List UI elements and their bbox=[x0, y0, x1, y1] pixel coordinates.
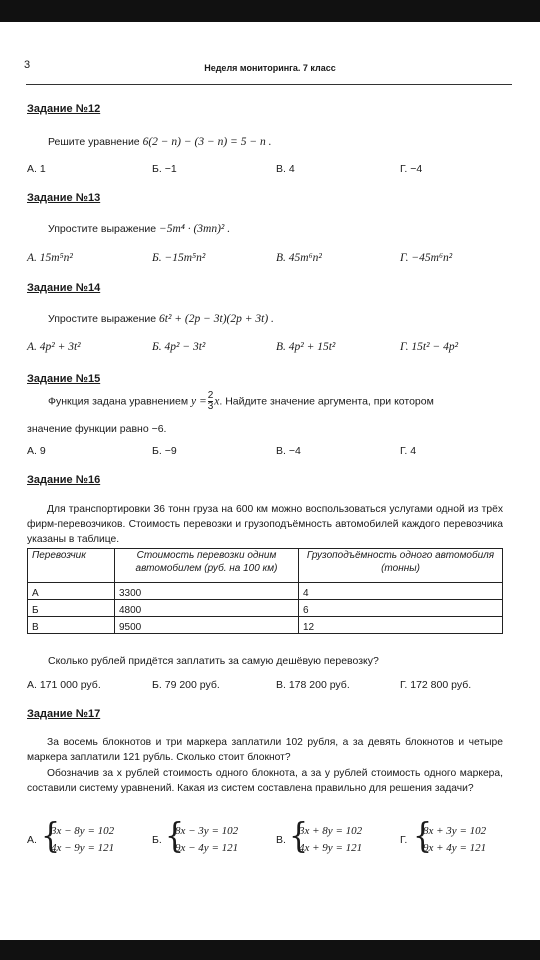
option-b-brace-icon: { bbox=[165, 816, 185, 857]
table-cell-capacity: 4 bbox=[299, 583, 503, 600]
task-13-option-c: В. 45m⁶n² bbox=[276, 252, 322, 264]
option-d-eq1: 8x + 3y = 102 bbox=[423, 825, 487, 837]
task-16-option-a: А. 171 000 руб. bbox=[27, 679, 101, 691]
task-13-option-a: А. 15m⁵n² bbox=[27, 252, 73, 264]
task-13-option-d: Г. −45m⁶n² bbox=[400, 252, 453, 264]
task-15-y: y = bbox=[190, 395, 207, 408]
task-15-option-a: А. 9 bbox=[27, 445, 46, 457]
task-17-option-d-system bbox=[423, 823, 486, 857]
task-14-option-a: А. 4p² + 3t² bbox=[27, 341, 81, 353]
task-13-option-b: Б. −15m⁵n² bbox=[152, 252, 206, 264]
carrier-table bbox=[27, 548, 503, 634]
table-cell-capacity: 6 bbox=[299, 600, 503, 617]
table-cell-cost: 9500 bbox=[115, 617, 299, 634]
task-15-option-c: В. −4 bbox=[276, 445, 301, 457]
option-a-eq2: 4x − 9y = 121 bbox=[51, 842, 115, 854]
task-15-text-a: Функция задана уравнением bbox=[48, 395, 189, 408]
task-14-question bbox=[48, 313, 274, 325]
task-14-title: Задание №14 bbox=[27, 282, 101, 294]
task-16-option-c: В. 178 200 руб. bbox=[276, 679, 350, 691]
option-b-eq1: 8x − 3y = 102 bbox=[175, 825, 239, 837]
table-cell-carrier: В bbox=[28, 617, 115, 634]
task-17-option-c-label: В. bbox=[276, 834, 286, 846]
task-17-text-b: Обозначив за x рублей стоимость одного блокнота, а за y рублей стоимость одного маркера, составили систему уравнений. Какая из систем составлена правильно для решения задачи? bbox=[27, 768, 503, 794]
option-d-brace-icon: { bbox=[413, 816, 433, 857]
option-d-eq2: 9x + 4y = 121 bbox=[423, 842, 487, 854]
task-14-expression: 6t² + (2p − 3t)(2p + 3t) . bbox=[159, 313, 274, 325]
table-row bbox=[28, 617, 503, 634]
task-17-option-b-system bbox=[175, 823, 238, 857]
page-number: 3 bbox=[24, 59, 31, 71]
task-16-option-b: Б. 79 200 руб. bbox=[152, 679, 220, 691]
task-17-text-a: За восемь блокнотов и три маркера заплатили 102 рубля, а за девять блокнотов и четыре маркера заплатили 121 рубль. Сколько стоит блокнот? bbox=[27, 737, 503, 763]
task-17-option-a-system bbox=[51, 823, 114, 857]
task-14-option-b: Б. 4p² − 3t² bbox=[152, 341, 206, 353]
option-a-brace-icon: { bbox=[41, 816, 61, 857]
task-15-title: Задание №15 bbox=[27, 373, 101, 385]
task-15-text-b: . Найдите значение аргумента, при котором bbox=[219, 395, 434, 408]
task-12-question bbox=[48, 136, 271, 148]
task-16-question: Сколько рублей придётся заплатить за самую дешёвую перевозку? bbox=[48, 655, 379, 667]
task-17-option-a-label: А. bbox=[27, 834, 37, 846]
task-12-option-c: В. 4 bbox=[276, 163, 295, 175]
option-c-eq2: 4x + 9y = 121 bbox=[299, 842, 363, 854]
task-13-expression: −5m⁴ · (3mn)² . bbox=[159, 223, 231, 235]
task-16-text: Для транспортировки 36 тонн груза на 600 км можно воспользоваться услугами одной из трёх фирм-перевозчиков. Стоимость перевозки и грузоподъёмность автомобилей каждого перевозчика указаны в таблице. bbox=[27, 504, 503, 545]
table-cell-carrier: А bbox=[28, 583, 115, 600]
task-14-question-text: Упростите выражение bbox=[48, 313, 157, 325]
option-b-eq2: 9x − 4y = 121 bbox=[175, 842, 239, 854]
task-15-fraction-numerator: 2 bbox=[207, 390, 214, 401]
task-12-option-b: Б. −1 bbox=[152, 163, 177, 175]
task-15-text-c: значение функции равно −6. bbox=[27, 423, 167, 435]
task-16-title: Задание №16 bbox=[27, 474, 101, 486]
task-12-option-a: А. 1 bbox=[27, 163, 46, 175]
table-header-carrier: Перевозчик bbox=[28, 549, 115, 583]
option-c-brace-icon: { bbox=[289, 816, 309, 857]
task-12-title: Задание №12 bbox=[27, 103, 101, 115]
task-17-option-d-label: Г. bbox=[400, 834, 408, 846]
table-cell-cost: 3300 bbox=[115, 583, 299, 600]
task-16-option-d: Г. 172 800 руб. bbox=[400, 679, 472, 691]
table-row bbox=[28, 583, 503, 600]
task-17-option-c-system bbox=[299, 823, 362, 857]
task-12-question-text: Решите уравнение bbox=[48, 136, 140, 148]
task-15-fraction-denominator: 3 bbox=[207, 401, 214, 412]
option-c-eq1: 3x + 8y = 102 bbox=[299, 825, 363, 837]
table-header-row bbox=[28, 549, 503, 583]
task-15-x: x bbox=[214, 395, 220, 408]
table-header-capacity: Грузоподъёмность одного автомобиля (тонны) bbox=[299, 549, 503, 583]
task-15-option-d: Г. 4 bbox=[400, 445, 417, 457]
table-cell-capacity: 12 bbox=[299, 617, 503, 634]
task-17-title: Задание №17 bbox=[27, 708, 101, 720]
task-14-option-c: В. 4p² + 15t² bbox=[276, 341, 336, 353]
task-13-question-text: Упростите выражение bbox=[48, 223, 157, 235]
table-cell-carrier: Б bbox=[28, 600, 115, 617]
page-header: Неделя мониторинга. 7 класс bbox=[204, 63, 336, 73]
top-black-bar bbox=[0, 0, 540, 22]
task-15-fraction bbox=[208, 391, 214, 412]
task-15-question-line bbox=[48, 391, 434, 412]
task-13-title: Задание №13 bbox=[27, 192, 101, 204]
table-cell-cost: 4800 bbox=[115, 600, 299, 617]
task-15-option-b: Б. −9 bbox=[152, 445, 177, 457]
task-17-option-b-label: Б. bbox=[152, 834, 162, 846]
bottom-black-bar bbox=[0, 940, 540, 960]
task-12-option-d: Г. −4 bbox=[400, 163, 423, 175]
task-14-option-d: Г. 15t² − 4p² bbox=[400, 341, 459, 353]
header-divider bbox=[26, 84, 512, 85]
option-a-eq1: 3x − 8y = 102 bbox=[51, 825, 115, 837]
task-13-question bbox=[48, 223, 230, 235]
table-row bbox=[28, 600, 503, 617]
task-12-expression: 6(2 − n) − (3 − n) = 5 − n . bbox=[142, 136, 272, 148]
table-header-cost: Стоимость перевозки одним автомобилем (руб. на 100 км) bbox=[115, 549, 299, 583]
